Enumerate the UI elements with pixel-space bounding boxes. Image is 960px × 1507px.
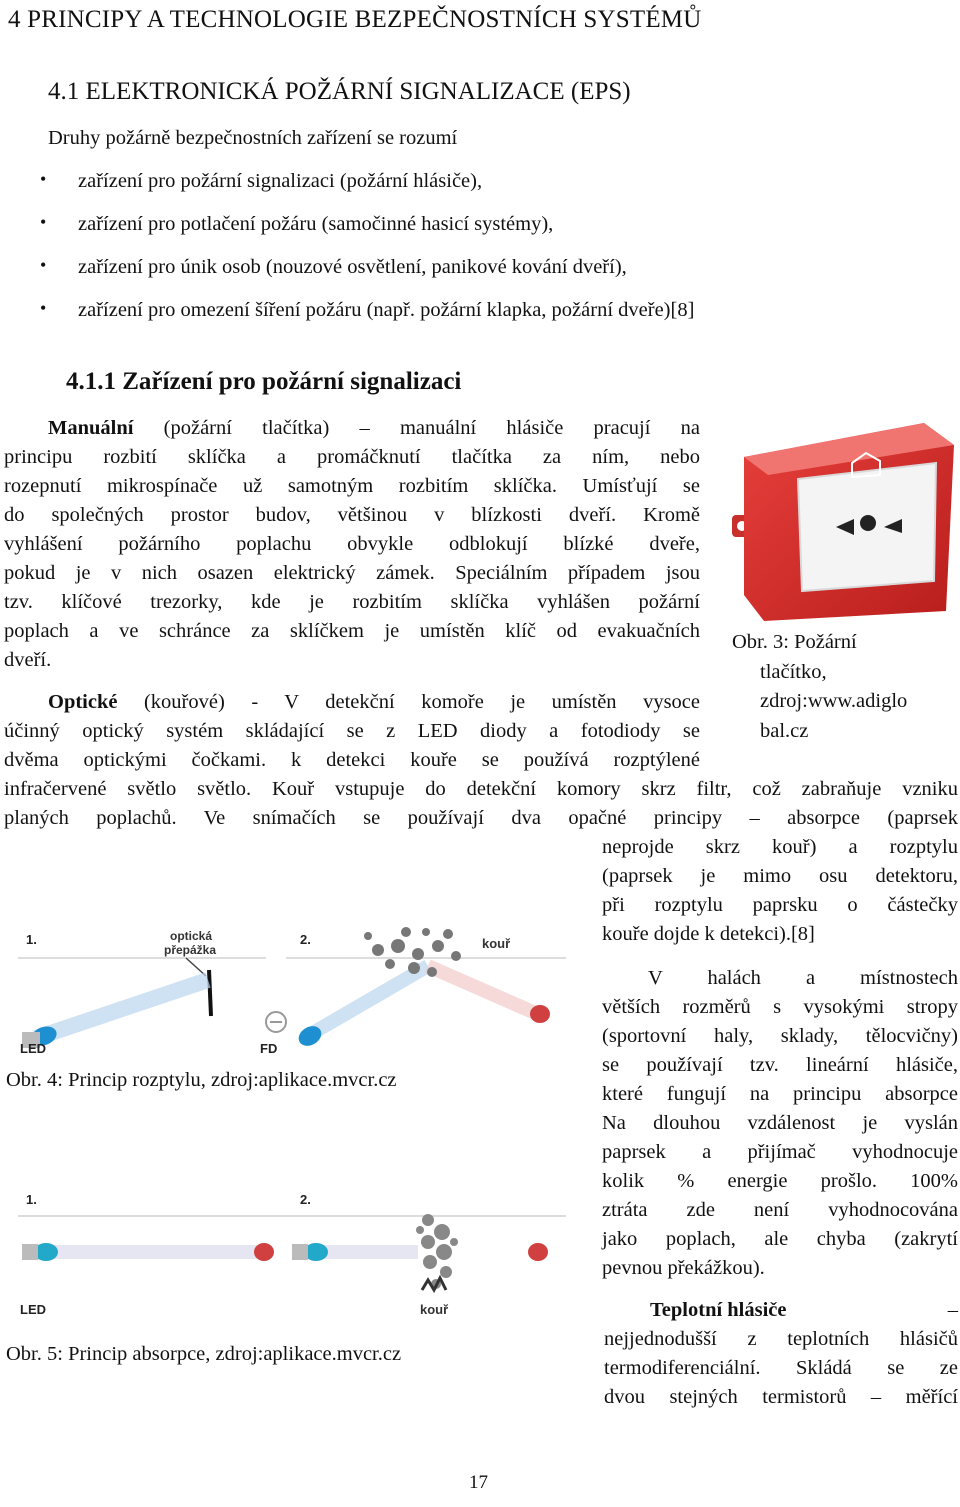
subsubsection-heading: 4.1.1 Zařízení pro požární signalizaci <box>66 368 462 395</box>
fig5-number-1: 1. <box>26 1192 37 1207</box>
fig4-label-partition-1: optická <box>170 929 213 943</box>
page-number: 17 <box>469 1472 488 1493</box>
smoke-cloud <box>416 1214 458 1289</box>
list-item: • zařízení pro potlačení požáru (samočinné hasicí systémy), <box>40 212 554 235</box>
fig3-caption: Obr. 3: Požární tlačítko, zdroj:www.adiglo bal.cz <box>732 631 908 742</box>
fig5-label-smoke: kouř <box>420 1302 449 1317</box>
fig5-label-led: LED <box>20 1302 46 1317</box>
bullet-dot: • <box>40 212 47 232</box>
fire-alarm-button-image <box>728 415 960 627</box>
thermal-term: Teplotní hlásiče <box>650 1299 787 1321</box>
list-item: • zařízení pro omezení šíření požáru (např. požární klapka, požární dveře)[8] <box>40 298 695 321</box>
fig4-caption: Obr. 4: Princip rozptylu, zdroj:aplikace.mvcr.cz <box>6 1069 397 1091</box>
optical-paragraph-right: neprojde skrz kouř) a rozptylu (paprsek je mimo osu detektoru, při rozptylu paprsku o částečky kouře dojde k detekci).[8] <box>602 836 958 945</box>
fig4-label-led: LED <box>20 1041 46 1056</box>
absorption-principle-image <box>18 1180 566 1320</box>
bullet-dot: • <box>40 169 47 189</box>
fig5-number-2: 2. <box>300 1192 311 1207</box>
fig4-number-1: 1. <box>26 932 37 947</box>
optical-term: Optické <box>48 691 118 713</box>
fig5-caption: Obr. 5: Princip absorpce, zdroj:aplikace.mvcr.cz <box>6 1343 402 1365</box>
section-heading: 4 PRINCIPY A TECHNOLOGIE BEZPEČNOSTNÍCH SYSTÉMŮ <box>8 6 702 33</box>
optical-paragraph-full: infračervené světlo světlo. Kouř vstupuje do detekční komory skrz filtr, což zabraňuje vzniku planých poplachů. Ve snímačích se používají dva opačné principy – absorpce (paprsek <box>4 778 958 829</box>
manual-term: Manuální <box>48 417 134 439</box>
manual-paragraph: Manuální (požární tlačítka) – manuální hlásiče pracují na principu rozbití sklíčka a promáčknutí tlačítka za ním, nebo rozepnutí mikrospínače už samotným rozbitím sklíčka. Umísťují se do společných prostor budov, většinou v blízkosti dveří. Kromě vyhlášení požárního poplachu obvykle odblokují blízké dveře, pokud je v nich osazen elektrický zámek. Speciálním případem jsou tzv. klíčové trezorky, kde je rozbitím sklíčka vyhlášen požární poplach a ve schránce za sklíčkem je umístěn klíč od evakuačních dveří. <box>4 417 700 671</box>
linear-paragraph: V halách a místnostech větších rozměrů s vysokými stropy (sportovní haly, sklady, tělocvičny) se používají tzv. lineární hlásiče, které fungují na principu absorpce Na dlouhou vzdálenost je vyslán paprsek a přijímač vyhodnocuje kolik % energie prošlo. 100% ztráta zde není vyhodnocována jako poplach, ale chyba (zakrytí pevnou překážkou). <box>602 967 958 1279</box>
intro-text: Druhy požárně bezpečnostních zařízení se rozumí <box>48 127 458 149</box>
list-item: • zařízení pro požární signalizaci (požární hlásiče), <box>40 169 483 192</box>
bullet-list <box>0 167 960 339</box>
fig4-number-2: 2. <box>300 932 311 947</box>
list-item: • zařízení pro únik osob (nouzové osvětlení, panikové kování dveří), <box>40 255 627 278</box>
thermal-paragraph: Teplotní hlásiče – nejjednodušší z teplotních hlásičů termodiferenciální. Skládá se ze dvou stejných termistorů – měřící <box>604 1296 958 1412</box>
bullet-dot: • <box>40 255 47 275</box>
subsection-heading: 4.1 ELEKTRONICKÁ POŽÁRNÍ SIGNALIZACE (EPS) <box>48 78 631 105</box>
bullet-dot: • <box>40 298 47 318</box>
scattering-principle-image <box>18 910 566 1060</box>
optical-paragraph: Optické (kouřové) - V detekční komoře je umístěn vysoce účinný optický systém skládající se z LED diody a fotodiody se dvěma optickými čočkami. k detekci kouře se používá rozptýlené <box>4 691 700 771</box>
fig4-label-smoke: kouř <box>482 936 511 951</box>
fig4-label-fd: FD <box>260 1041 278 1056</box>
fig4-label-partition-2: přepážka <box>164 943 217 957</box>
